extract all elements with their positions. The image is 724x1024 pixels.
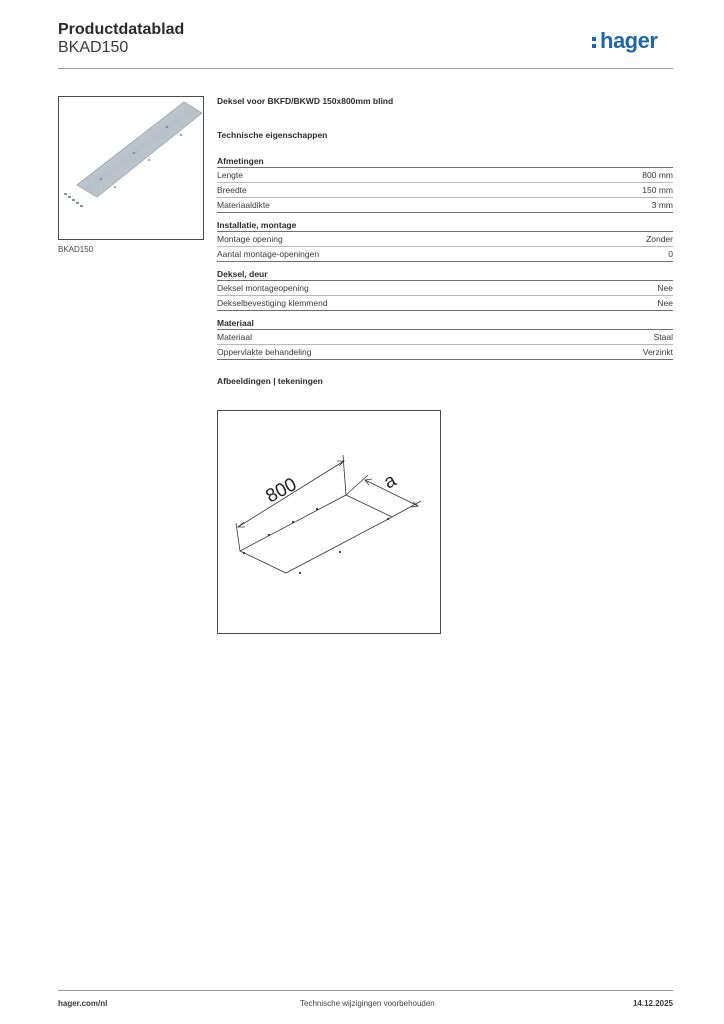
spec-group — [217, 155, 673, 213]
spec-value: 800 mm — [642, 170, 673, 180]
page-title: Productdatablad — [58, 21, 185, 38]
spec-value: Nee — [657, 298, 673, 308]
footer-date: 14.12.2025 — [632, 999, 673, 1008]
spec-row — [217, 297, 673, 311]
spec-group-title: Installatie, montage — [217, 219, 673, 232]
spec-label: Deksel montageopening — [217, 283, 309, 293]
dimension-drawing — [218, 411, 440, 633]
spec-value: Nee — [657, 283, 673, 293]
spec-label: Materiaaldikte — [217, 200, 270, 210]
spec-group — [217, 268, 673, 311]
drawings-heading: Afbeeldingen | tekeningen — [217, 376, 323, 386]
cover-plate-image — [59, 97, 203, 239]
spec-label: Aantal montage-openingen — [217, 249, 320, 259]
spec-row — [217, 169, 673, 183]
width-dimension-label: a — [380, 469, 400, 494]
spec-label: Oppervlakte behandeling — [217, 347, 312, 357]
length-dimension-label: 800 — [262, 473, 301, 508]
photo-caption: BKAD150 — [58, 245, 94, 254]
product-name: Deksel voor BKFD/BKWD 150x800mm blind — [217, 96, 394, 106]
technical-drawing — [217, 410, 441, 634]
spec-row — [217, 282, 673, 296]
spec-row — [217, 346, 673, 360]
spec-row — [217, 233, 673, 247]
spec-label: Materiaal — [217, 332, 252, 342]
spec-value: 150 mm — [642, 185, 673, 195]
product-photo — [58, 96, 204, 240]
footer-divider — [58, 990, 673, 991]
spec-row — [217, 184, 673, 198]
spec-value: Verzinkt — [642, 347, 673, 357]
spec-group — [217, 219, 673, 262]
spec-row — [217, 331, 673, 345]
spec-value: Staal — [653, 332, 673, 342]
logo-text: hager — [600, 28, 658, 53]
spec-label: Dekselbevestiging klemmend — [217, 298, 328, 308]
spec-value: 3 mm — [651, 200, 673, 210]
spec-value: Zonder — [646, 234, 673, 244]
spec-label: Breedte — [217, 185, 247, 195]
tech-heading: Technische eigenschappen — [217, 130, 328, 140]
spec-row — [217, 199, 673, 213]
website-link[interactable]: hager.com/nl — [58, 999, 108, 1008]
spec-value: 0 — [668, 249, 673, 259]
spec-group-title: Deksel, deur — [217, 268, 673, 281]
logo-dots-icon — [592, 35, 597, 49]
spec-row — [217, 248, 673, 262]
spec-group-title: Materiaal — [217, 317, 673, 330]
hager-logo — [592, 28, 657, 54]
product-code: BKAD150 — [58, 39, 129, 56]
spec-group-title: Afmetingen — [217, 155, 673, 168]
footer-notice: Technische wijzigingen voorbehouden — [300, 999, 435, 1008]
spec-label: Lengte — [217, 170, 243, 180]
spec-groups — [217, 155, 673, 360]
spec-label: Montage opening — [217, 234, 283, 244]
product-details — [217, 96, 673, 388]
spec-group — [217, 317, 673, 360]
header-divider — [58, 68, 673, 69]
